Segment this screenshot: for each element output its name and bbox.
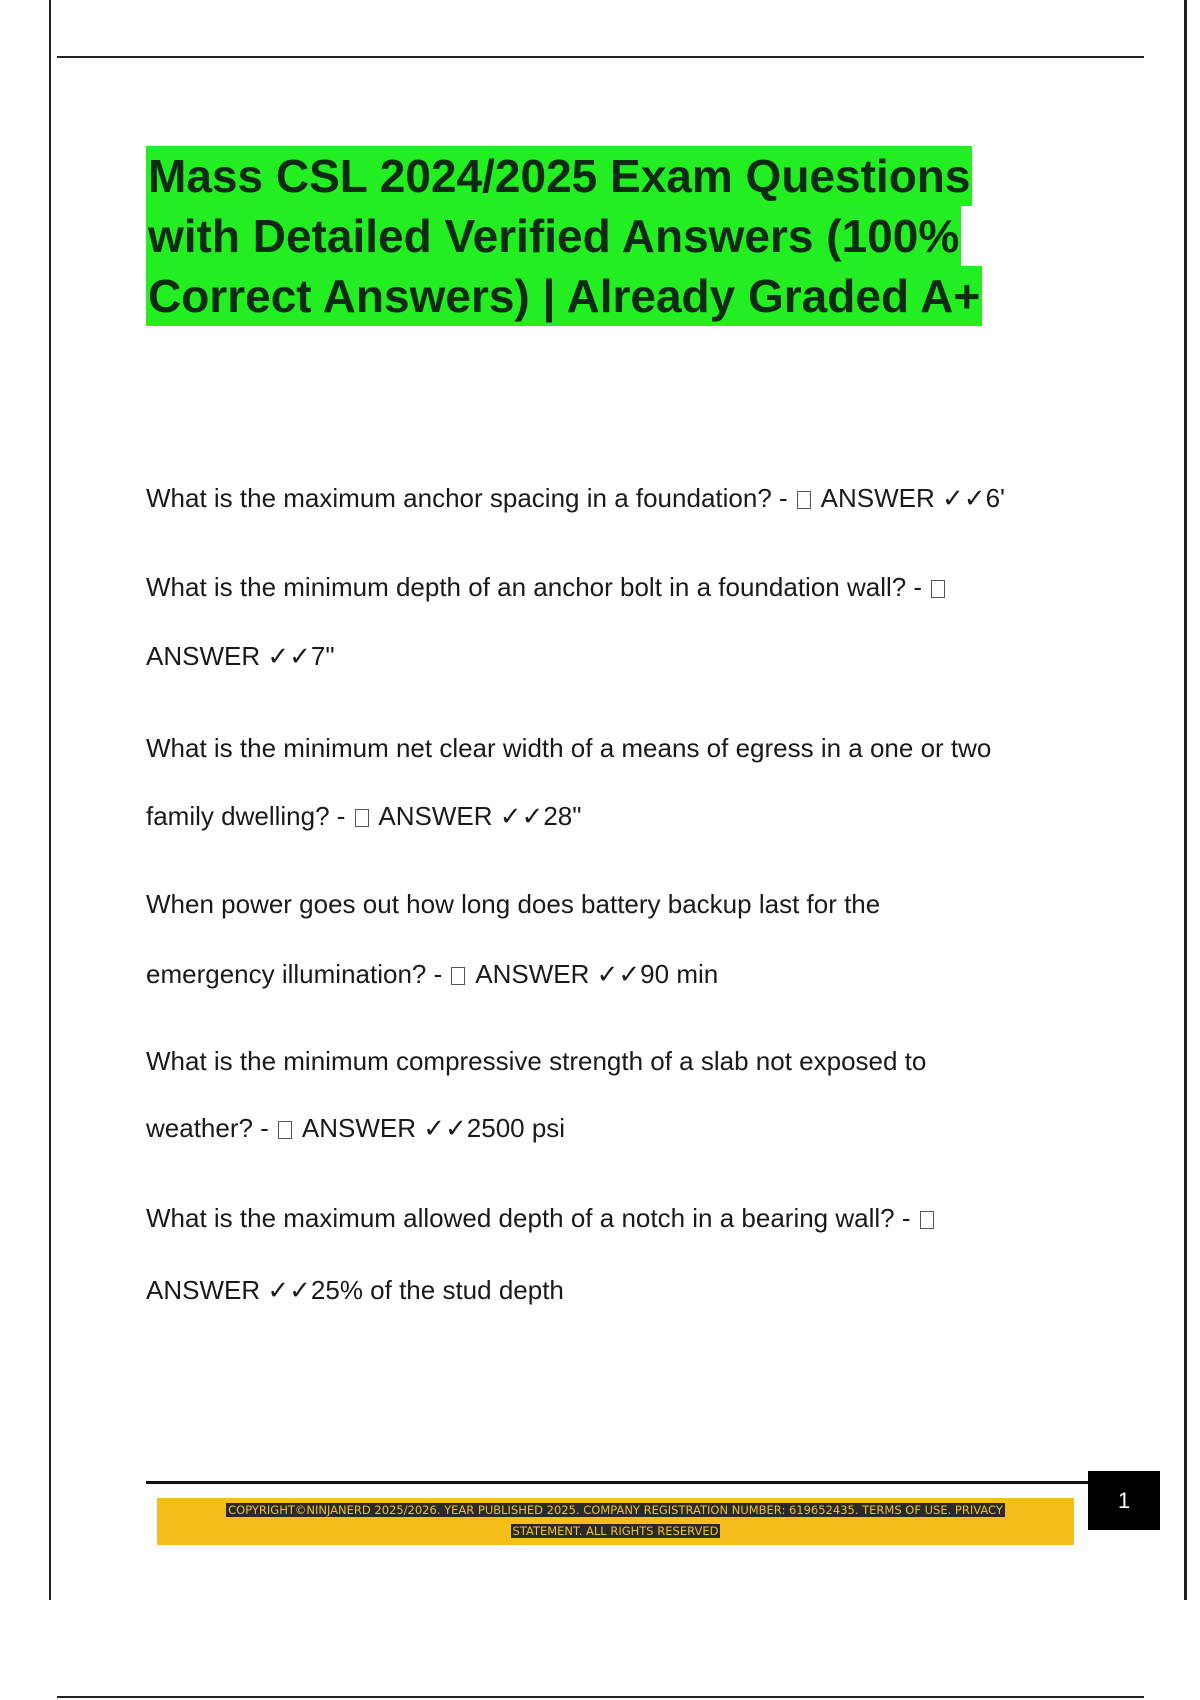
qa-text: family dwelling? - <box>146 801 353 831</box>
qa-text: What is the maximum allowed depth of a notch in a bearing wall? - <box>146 1203 918 1233</box>
missing-glyph-icon <box>931 580 945 598</box>
qa-text-line <box>146 889 880 920</box>
qa-text-line <box>146 572 949 603</box>
missing-glyph-icon <box>278 1121 292 1139</box>
answer-text: ANSWER ✓✓6' <box>814 483 1006 513</box>
qa-text-line <box>146 483 1005 514</box>
qa-text: When power goes out how long does battery backup last for the <box>146 889 881 919</box>
document-title <box>146 146 1046 326</box>
missing-glyph-icon <box>920 1211 934 1229</box>
qa-text: What is the minimum compressive strength of a slab not exposed to <box>146 1046 927 1076</box>
answer-text: ANSWER ✓✓90 min <box>469 959 719 989</box>
qa-text-line <box>146 801 582 832</box>
qa-text-line <box>146 1046 926 1077</box>
missing-glyph-icon <box>355 809 369 827</box>
title-line: with Detailed Verified Answers (100% <box>146 206 961 266</box>
page-number: 1 <box>1088 1471 1160 1530</box>
qa-text-line <box>146 959 718 990</box>
qa-text: emergency illumination? - <box>146 959 450 989</box>
qa-text-line <box>146 1275 564 1306</box>
answer-text: ANSWER ✓✓2500 psi <box>296 1113 566 1143</box>
next-page-rule <box>57 1696 1144 1698</box>
qa-text-line <box>146 733 991 764</box>
answer-text: ANSWER ✓✓28" <box>372 801 582 831</box>
page-border-right <box>1184 0 1187 1600</box>
copyright-notice <box>157 1498 1074 1545</box>
title-line: Correct Answers) | Already Graded A+ <box>146 266 982 326</box>
qa-text: What is the minimum depth of an anchor bolt in a foundation wall? - <box>146 572 930 602</box>
qa-text: weather? - <box>146 1113 277 1143</box>
page-border-left <box>49 0 51 1600</box>
copyright-line: STATEMENT. ALL RIGHTS RESERVED <box>512 1524 719 1538</box>
missing-glyph-icon <box>797 491 811 509</box>
qa-text: What is the maximum anchor spacing in a foundation? - <box>146 483 795 513</box>
qa-text-line <box>146 641 335 672</box>
qa-text: What is the minimum net clear width of a means of egress in a one or two <box>146 733 992 763</box>
qa-text: ANSWER ✓✓7" <box>146 641 335 671</box>
qa-text-line <box>146 1113 565 1144</box>
missing-glyph-icon <box>451 967 465 985</box>
footer-rule <box>146 1481 1088 1484</box>
qa-text: ANSWER ✓✓25% of the stud depth <box>146 1275 564 1305</box>
title-line: Mass CSL 2024/2025 Exam Questions <box>146 146 972 206</box>
header-rule <box>57 56 1144 58</box>
qa-text-line <box>146 1203 938 1234</box>
copyright-line: COPYRIGHT©NINJANERD 2025/2026. YEAR PUBLISHED 2025. COMPANY REGISTRATION NUMBER: 619652435. TERMS OF USE. PRIVACY <box>228 1503 1003 1517</box>
